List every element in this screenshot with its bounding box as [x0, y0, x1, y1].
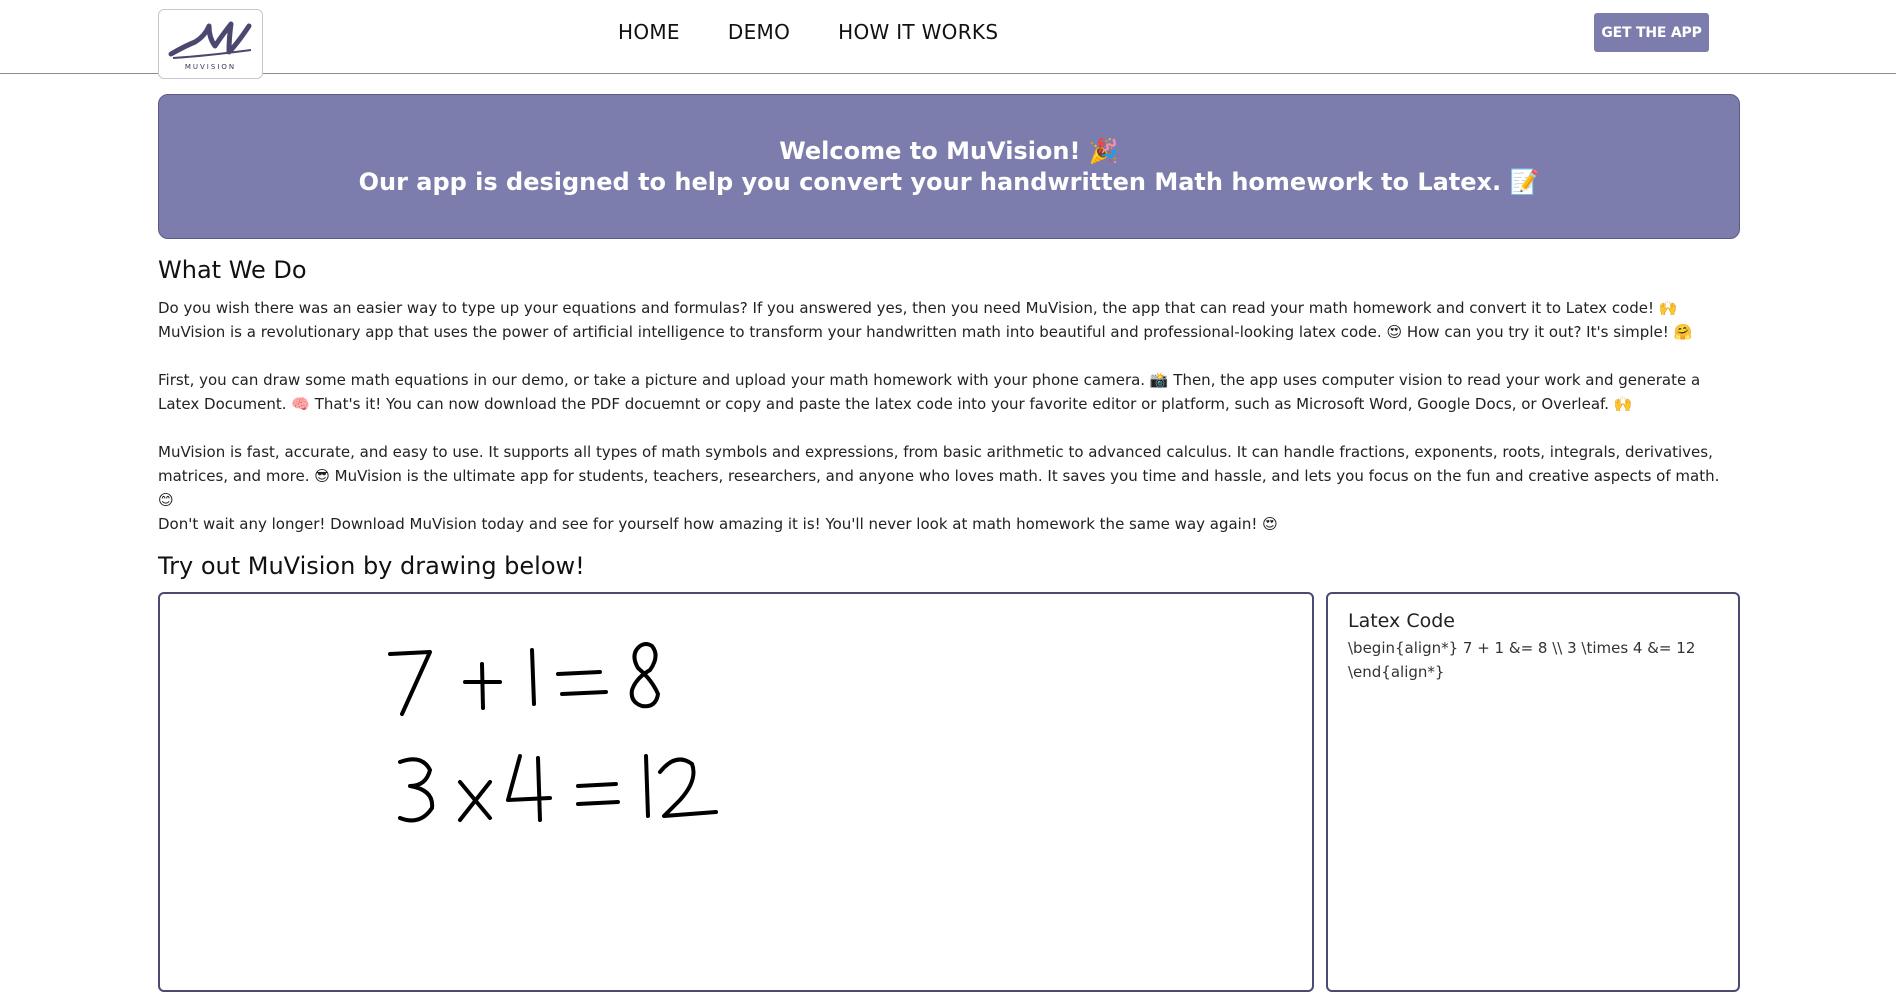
logo-mark-icon [165, 16, 257, 64]
latex-panel-title: Latex Code [1348, 610, 1455, 632]
banner-line-2: Our app is designed to help you convert your handwritten Math homework to Latex. 📝 [358, 168, 1540, 196]
demo-heading: Try out MuVision by drawing below! [158, 552, 585, 580]
logo-text: MUVISION [184, 63, 237, 71]
banner-line-1: Welcome to MuVision! 🎉 [779, 137, 1119, 165]
top-navbar [0, 0, 1896, 74]
paragraph-intro: Do you wish there was an easier way to type up your equations and formulas? If you answered yes, then you need MuVision, the app that can read your math homework and convert it to Latex code! 🙌 MuVision is a revolutionary app that uses the power of artificial intelligence to transform your handwritten math into beautiful and professional-looking latex code. 😍 How can you try it out? It's simple! 🤗 [158, 299, 1693, 341]
get-the-app-button[interactable]: GET THE APP [1594, 13, 1709, 52]
paragraph-how-it-works: First, you can draw some math equations in our demo, or take a picture and upload your math homework with your phone camera. 📸 Then, the app uses computer vision to read your work and generate a Latex Document. 🧠 That's it! You can now download the PDF docuemnt or copy and paste the latex code into your favorite editor or platform, such as Microsoft Word, Google Docs, or Overleaf. 🙌 [158, 371, 1701, 413]
muvision-logo[interactable] [158, 9, 263, 79]
nav-demo[interactable]: DEMO [727, 20, 791, 44]
latex-code-output[interactable]: \begin{align*} 7 + 1 &= 8 \\ 3 \times 4 &= 12 \end{align*} [1348, 639, 1696, 681]
latex-output-panel [1326, 592, 1740, 992]
drawing-canvas[interactable] [158, 592, 1314, 992]
paragraph-features: MuVision is fast, accurate, and easy to use. It supports all types of math symbols and expressions, from basic arithmetic to advanced calculus. It can handle fractions, exponents, roots, integrals, derivatives, matrices, and more. 😎 MuVision is the ultimate app for students, teachers, researchers, and anyone who loves math. It saves you time and hassle, and lets you focus on the fun and creative aspects of math. 😊 [158, 443, 1720, 509]
paragraph-cta: Don't wait any longer! Download MuVision today and see for yourself how amazing it is! You'll never look at math homework the same way again! 😍 [158, 515, 1278, 533]
handwriting-strokes [160, 594, 1312, 990]
main-nav [618, 20, 998, 44]
welcome-banner [158, 94, 1740, 239]
what-we-do-heading: What We Do [158, 256, 307, 284]
nav-home[interactable]: HOME [618, 20, 680, 44]
nav-how-it-works[interactable]: HOW IT WORKS [838, 20, 999, 44]
